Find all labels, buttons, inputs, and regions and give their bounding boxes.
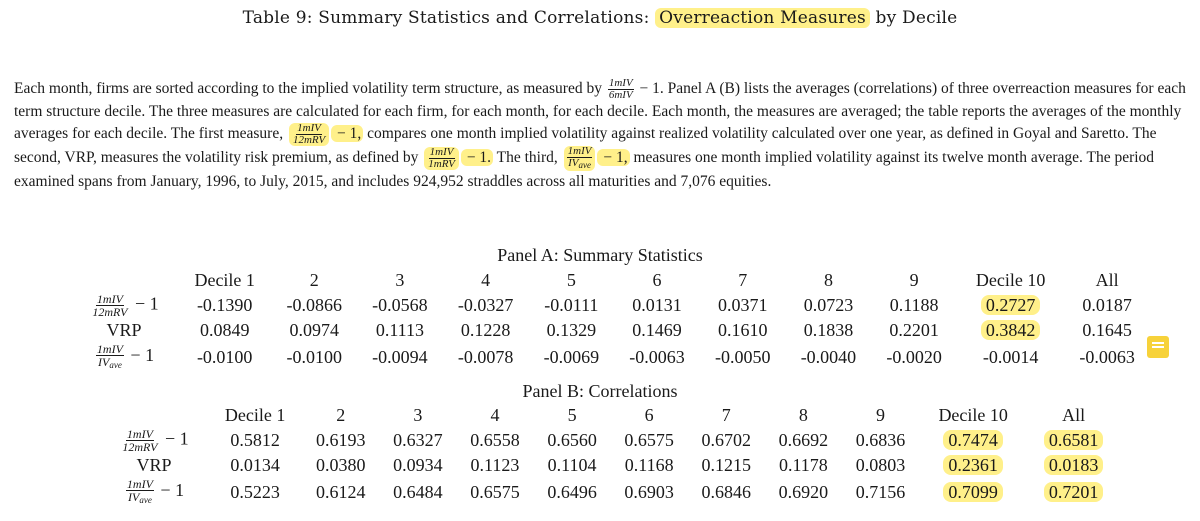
table-cell — [1027, 428, 1120, 453]
col-header: 6 — [652, 270, 662, 290]
caption-text-3: compares one month implied volatility against realized volatility calculated over one year, as defined in Goyal and Saretto. The second, VRP, measures the volatility risk premium, as defined by — [14, 125, 1157, 167]
table-cell — [919, 428, 1027, 453]
highlighted-value[interactable]: 0.0183 — [1044, 455, 1104, 475]
col-header: 5 — [566, 270, 576, 290]
header-row — [70, 268, 1150, 293]
table-cell: 0.0131 — [632, 295, 682, 315]
title-highlight[interactable]: Overreaction Measures — [655, 8, 870, 28]
table-cell: -0.0040 — [800, 346, 857, 367]
col-header: 9 — [876, 405, 885, 425]
table-cell: 0.1610 — [717, 320, 768, 340]
highlighted-value[interactable]: 0.3842 — [981, 320, 1041, 340]
table-cell: 0.6560 — [547, 430, 597, 450]
table-cell: 0.0934 — [393, 455, 443, 475]
label-suffix: − 1 — [125, 345, 155, 366]
row-label-1miv-ivave — [70, 343, 178, 371]
table-row — [100, 453, 1120, 478]
col-header: 9 — [909, 270, 919, 290]
table-cell: 0.6575 — [470, 481, 520, 502]
table-cell: 0.1228 — [460, 320, 511, 340]
panel-b-table — [100, 403, 1120, 506]
table-cell: 0.6846 — [701, 481, 752, 502]
fraction-denominator — [567, 158, 592, 171]
denominator-base: IV — [98, 355, 110, 369]
highlighted-value[interactable]: 0.7099 — [943, 482, 1003, 502]
fraction-denominator: 1mRV — [428, 158, 455, 170]
table-cell: 0.5812 — [230, 430, 280, 450]
table-cell — [957, 293, 1064, 318]
table-cell: 0.6702 — [701, 430, 752, 450]
table-cell: -0.0100 — [286, 346, 342, 367]
table-cell: -0.0020 — [886, 346, 942, 367]
col-header: Decile 10 — [975, 270, 1046, 290]
col-header: 2 — [336, 405, 346, 425]
table-cell: -0.0078 — [457, 346, 514, 367]
table-row — [100, 478, 1120, 506]
table-cell: 0.0723 — [803, 295, 854, 315]
table-cell: 0.0803 — [855, 455, 906, 475]
col-header: 6 — [644, 405, 654, 425]
table-cell: 0.0187 — [1082, 295, 1132, 315]
highlighted-value[interactable]: 0.7201 — [1044, 482, 1104, 502]
table-cell: 0.1168 — [624, 455, 674, 475]
table-cell: 0.1188 — [889, 295, 939, 315]
table-cell: -0.0063 — [629, 346, 685, 367]
fraction-denominator: 12mRV — [92, 305, 128, 319]
table-cell: 0.0974 — [289, 320, 339, 340]
col-header: All — [1062, 405, 1086, 425]
table-cell: 0.1178 — [778, 455, 828, 475]
label-suffix: − 1 — [155, 480, 185, 501]
col-header: 5 — [567, 405, 577, 425]
col-header: 8 — [823, 270, 833, 290]
table-cell: 0.6484 — [393, 481, 443, 502]
label-suffix: − 1 — [130, 293, 159, 314]
table-cell: 0.1113 — [375, 320, 425, 340]
table-cell: 0.6496 — [547, 481, 597, 502]
fraction-denominator: 12mRV — [292, 134, 326, 146]
row-label-vrp: VRP — [106, 320, 142, 340]
table-cell: -0.0063 — [1079, 346, 1135, 367]
table-cell: 0.6193 — [315, 430, 366, 450]
caption-text-2: − 1. Panel A (B) lists the averages (correlations) of three overreaction measures for each term structure decile. The three measures are calculated for each firm, for each month, for each decile. Each month, the measures are averaged; the table reports the averages of the monthly averages for each decile. The first measure, — [14, 80, 1186, 143]
denominator-subscript: ave — [578, 160, 592, 170]
table-cell: 0.0380 — [315, 455, 366, 475]
table-cell: -0.1390 — [196, 295, 253, 315]
table-cell: 0.7156 — [855, 481, 906, 502]
fraction-1miv-ivave[interactable] — [564, 146, 596, 171]
table-cell: -0.0327 — [457, 295, 514, 315]
caption-paragraph — [14, 78, 1186, 193]
col-header: 4 — [481, 270, 491, 290]
caption-highlight-minus-one[interactable]: − 1, — [333, 125, 362, 143]
comment-icon[interactable] — [1147, 336, 1169, 358]
corner-cell — [100, 403, 208, 428]
denominator-subscript: ave — [109, 360, 122, 370]
table-cell: -0.0111 — [544, 295, 599, 315]
table-cell: 0.6903 — [624, 481, 674, 502]
table-title — [0, 8, 1200, 28]
table-cell: 0.1104 — [547, 455, 597, 475]
col-header: 3 — [395, 270, 405, 290]
fraction-numerator: 1mIV — [96, 342, 123, 356]
col-header: Decile 1 — [194, 270, 255, 290]
table-cell: 0.6327 — [393, 430, 443, 450]
corner-cell — [70, 268, 178, 293]
highlighted-value[interactable]: 0.7474 — [943, 430, 1003, 450]
table-cell: 0.6920 — [778, 481, 829, 502]
row-label-1miv-12mrv — [100, 428, 208, 453]
table-cell: 0.2201 — [889, 320, 939, 340]
table-cell: 0.6124 — [315, 481, 366, 502]
col-header: 3 — [413, 405, 423, 425]
denominator-base: IV — [128, 490, 140, 504]
fraction-numerator: 1mIV — [126, 427, 153, 441]
table-cell: -0.0050 — [714, 346, 771, 367]
fraction-denominator — [127, 491, 153, 506]
col-header: 4 — [490, 405, 500, 425]
table-cell: -0.0568 — [372, 295, 428, 315]
caption-text-4: The third, — [493, 149, 562, 167]
col-header: 7 — [738, 270, 748, 290]
table-cell: 0.1469 — [632, 320, 682, 340]
table-cell — [919, 478, 1027, 506]
table-row — [70, 343, 1150, 371]
fraction-numerator: 1mIV — [126, 477, 153, 491]
caption-highlight-minus-one[interactable]: − 1, — [599, 149, 628, 167]
table-cell: 0.6836 — [855, 430, 906, 450]
fraction-numerator: 1mIV — [429, 146, 454, 158]
table-cell: 0.5223 — [230, 481, 280, 502]
highlighted-value[interactable]: 0.6581 — [1044, 430, 1104, 450]
fraction-denominator: 12mRV — [122, 440, 158, 454]
col-header: Decile 1 — [224, 405, 286, 425]
row-label-1miv-ivave — [100, 478, 208, 506]
fraction-denominator: 6mIV — [608, 89, 633, 101]
table-row — [70, 293, 1150, 318]
header-row — [100, 403, 1120, 428]
label-suffix: − 1 — [160, 428, 189, 449]
fraction-1miv-1mrv[interactable] — [424, 147, 459, 170]
table-cell — [1027, 453, 1120, 478]
table-cell: 0.6558 — [470, 430, 520, 450]
fraction-numerator: 1mIV — [608, 77, 633, 89]
panel-a-table — [70, 268, 1150, 371]
table-cell: -0.0866 — [286, 295, 342, 315]
row-label-1miv-12mrv — [70, 293, 178, 318]
table-cell: 0.0849 — [199, 320, 250, 340]
highlighted-value[interactable]: 0.2727 — [981, 295, 1041, 315]
highlighted-value[interactable]: 0.2361 — [943, 455, 1003, 475]
fraction-1miv-6miv — [608, 78, 634, 101]
table-cell: 0.1123 — [470, 455, 520, 475]
table-cell: 0.1838 — [803, 320, 854, 340]
col-header: 2 — [309, 270, 319, 290]
denominator-base: IV — [568, 157, 579, 169]
table-cell: 0.1645 — [1082, 320, 1132, 340]
table-cell: 0.1215 — [701, 455, 752, 475]
caption-text-5: measures one month implied volatility against its twelve month average. The period examined spans from January, 1996, to July, 2015, and includes 924,952 straddles across all maturities and 7,076 equities. — [14, 149, 1155, 190]
col-header: Decile 10 — [938, 405, 1008, 425]
col-header: 7 — [721, 405, 731, 425]
table-row — [70, 318, 1150, 343]
table-cell — [957, 318, 1064, 343]
denominator-subscript: ave — [139, 495, 152, 505]
table-cell: -0.0014 — [982, 346, 1039, 367]
fraction-denominator — [97, 356, 123, 371]
panel-a-title: Panel A: Summary Statistics — [497, 245, 703, 265]
table-cell: 0.1329 — [546, 320, 597, 340]
fraction-numerator: 1mIV — [567, 145, 592, 157]
table-cell: 0.0134 — [230, 455, 280, 475]
col-header: All — [1095, 270, 1119, 290]
table-cell: 0.0371 — [717, 295, 768, 315]
table-cell: 0.6692 — [778, 430, 829, 450]
table-cell: 0.6575 — [624, 430, 674, 450]
table-cell — [1027, 478, 1120, 506]
panel-b-title: Panel B: Correlations — [522, 381, 678, 401]
table-cell: -0.0069 — [543, 346, 600, 367]
caption-highlight-minus-one[interactable]: − 1. — [462, 149, 492, 167]
title-prefix: Table 9: Summary Statistics and Correlations: — [242, 8, 656, 28]
caption-text-1: Each month, firms are sorted according to the implied volatility term structure, as measured by — [14, 80, 606, 98]
table-cell: -0.0094 — [372, 346, 428, 367]
fraction-1miv-12mrv[interactable] — [289, 123, 329, 146]
table-cell — [919, 453, 1027, 478]
fraction-numerator: 1mIV — [297, 122, 321, 134]
col-header: 8 — [798, 405, 808, 425]
table-row — [100, 428, 1120, 453]
row-label-vrp: VRP — [136, 455, 172, 475]
fraction-numerator: 1mIV — [96, 292, 123, 306]
table-cell: -0.0100 — [196, 346, 253, 367]
title-suffix: by Decile — [869, 8, 958, 28]
